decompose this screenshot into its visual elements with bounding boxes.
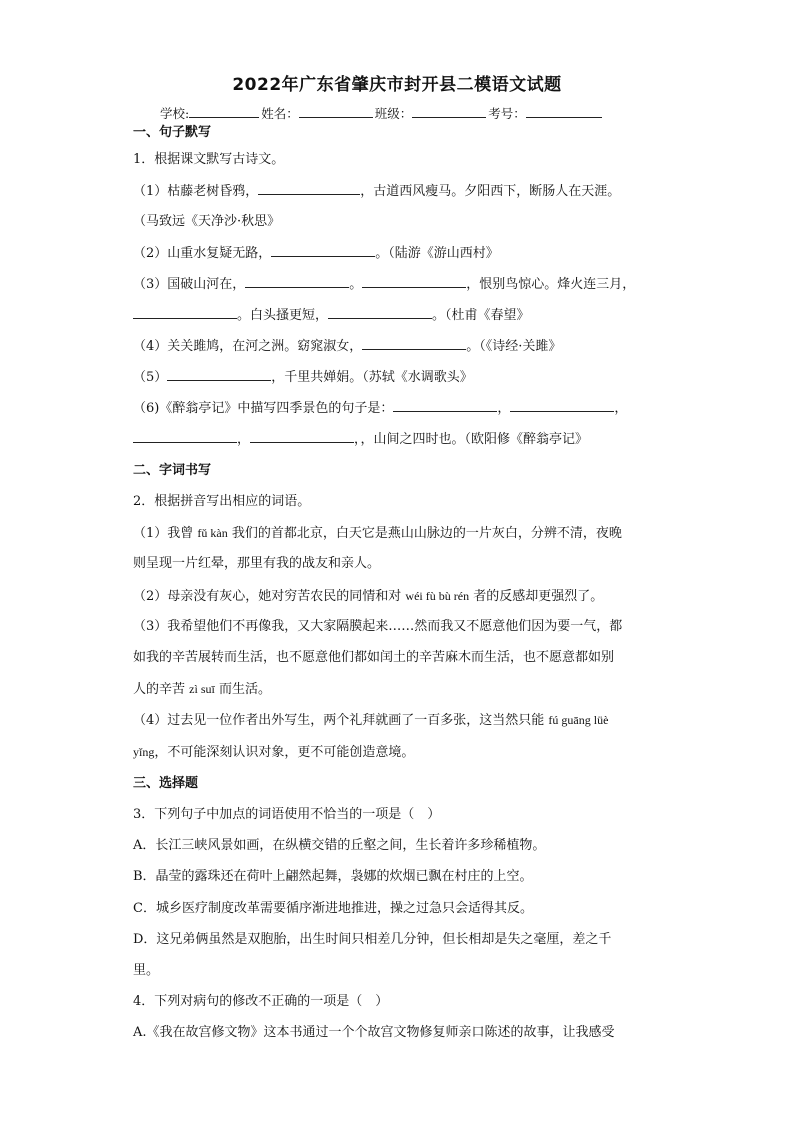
q4-option-a[interactable]: A.《我在故宫修文物》这本书通过一个个故宫文物修复师亲口陈述的故事，让我感受	[133, 1025, 615, 1040]
question-2-stem: 2．根据拼音写出相应的词语。	[133, 494, 311, 509]
answer-blank[interactable]	[393, 399, 497, 412]
q2-item-4-cont	[133, 743, 663, 762]
text: 人的辛苦	[133, 682, 186, 697]
q3-option-a[interactable]: A．长江三峡风景如画，在纵横交错的丘壑之间，生长着许多珍稀植物。	[133, 838, 546, 853]
name-label: 姓名：	[261, 106, 299, 121]
text: 而生活。	[218, 682, 271, 697]
name-blank[interactable]	[299, 105, 373, 118]
section-heading: 二、字词书写	[133, 463, 212, 478]
text: （5）	[133, 370, 168, 385]
section-heading: 三、选择题	[133, 776, 199, 791]
text: ，	[614, 401, 628, 416]
answer-blank[interactable]	[167, 368, 271, 381]
pinyin: fǔ kàn	[197, 526, 228, 540]
q1-item-3-cont	[133, 306, 663, 325]
number-blank[interactable]	[526, 105, 602, 118]
answer-blank[interactable]	[328, 306, 432, 319]
answer-blank[interactable]	[245, 275, 349, 288]
text: 者的反感却更强烈了。	[473, 589, 604, 604]
text: （3）国破山河在，	[133, 277, 246, 292]
text: 我们的首都北京，白天它是燕山山脉边的一片灰白，分辨不清，夜晚	[231, 526, 622, 541]
text: ，	[354, 432, 361, 447]
text: ，千里共婵娟。（苏轼《水调歌头》	[271, 370, 473, 385]
question-3-stem: 3．下列句子中加点的词语使用不恰当的一项是（ ）	[133, 807, 441, 822]
q2-item-3-end	[133, 680, 663, 699]
text: 。（杜甫《春望》	[432, 308, 530, 323]
class-label: 班级：	[374, 106, 413, 121]
section-heading: 一、句子默写	[133, 125, 212, 140]
text: （4）关关雎鸠，在河之洲。窈窕淑女，	[133, 339, 363, 354]
text: ，	[237, 432, 251, 447]
q3-option-d[interactable]: D．这兄弟俩虽然是双胞胎，出生时间只相差几分钟，但长相却是失之毫厘，差之千	[133, 932, 612, 947]
answer-blank[interactable]	[133, 430, 237, 443]
q2-item-1	[133, 524, 663, 543]
pinyin: wéi fù bù rén	[405, 589, 470, 603]
answer-blank[interactable]	[510, 399, 614, 412]
q1-item-1	[133, 182, 663, 201]
q1-item-1-source: （马致远《天净沙·秋思》	[133, 214, 281, 229]
text: ，	[497, 401, 511, 416]
q1-item-3	[133, 275, 663, 294]
question-1-stem: 1．根据课文默写古诗文。	[133, 152, 285, 167]
answer-blank[interactable]	[271, 244, 375, 257]
class-blank[interactable]	[412, 105, 486, 118]
student-info-row	[160, 104, 604, 122]
q2-item-3-cont: 如我的辛苦展转而生活，也不愿意他们都如闰土的辛苦麻木而生活，也不愿意都如别	[133, 650, 615, 665]
page-title: 2022年广东省肇庆市封开县二模语文试题	[232, 75, 562, 95]
answer-blank[interactable]	[258, 182, 360, 195]
q3-option-b[interactable]: B．晶莹的露珠还在荷叶上翩然起舞，袅娜的炊烟已飘在村庄的上空。	[133, 869, 533, 884]
q1-item-5	[133, 368, 663, 387]
text: 。白头搔更短，	[237, 308, 329, 323]
question-4-stem: 4．下列对病句的修改不正确的一项是（ ）	[133, 994, 389, 1009]
text: ，不可能深刻认识对象，更不可能创造意境。	[154, 745, 415, 760]
answer-blank[interactable]	[362, 275, 466, 288]
school-label: 学校:	[160, 106, 190, 121]
text: （1）我曾	[133, 526, 194, 541]
q3-option-c[interactable]: C．城乡医疗制度改革需要循序渐进地推进，操之过急只会适得其反。	[133, 901, 533, 916]
q1-item-6	[133, 399, 663, 418]
q2-item-4	[133, 711, 663, 730]
text: （2）母亲没有灰心，她对穷苦农民的同情和对	[133, 589, 402, 604]
answer-blank[interactable]	[250, 430, 354, 443]
text: （4）过去见一位作者出外写生，两个礼拜就画了一百多张，这当然只能	[133, 713, 545, 728]
q3-option-d-cont: 里。	[133, 963, 160, 978]
text: （6)《醉翁亭记》中描写四季景色的句子是：	[133, 401, 394, 416]
text: 。（《诗经·关雎》	[466, 339, 562, 354]
q1-item-4	[133, 337, 663, 356]
pinyin: zì suī	[189, 682, 215, 696]
answer-blank[interactable]	[362, 337, 466, 350]
number-label: 考号：	[488, 106, 526, 121]
q1-item-2	[133, 244, 663, 263]
text: ，恨别鸟惊心。烽火连三月，	[466, 277, 636, 292]
text: 。（陆游《游山西村》	[375, 246, 499, 261]
q2-item-2	[133, 587, 663, 606]
text: ，山间之四时也。（欧阳修《醉翁亭记》	[360, 432, 589, 447]
pinyin: fú guāng lüè	[548, 713, 609, 727]
q1-item-6-cont	[133, 430, 663, 449]
q2-item-3: （3）我希望他们不再像我，又大家隔膜起来……然而我又不愿意他们因为要一气，都	[133, 619, 623, 634]
answer-blank[interactable]	[133, 306, 237, 319]
text: 。	[349, 277, 363, 292]
school-blank[interactable]	[189, 105, 259, 118]
text: （1）枯藤老树昏鸦，	[133, 184, 259, 199]
pinyin: yǐng	[133, 745, 155, 759]
text: ，古道西风瘦马。夕阳西下，断肠人在天涯。	[360, 184, 621, 199]
q2-item-1-cont: 则呈现一片红晕，那里有我的战友和亲人。	[133, 556, 381, 571]
text: （2）山重水复疑无路，	[133, 246, 272, 261]
